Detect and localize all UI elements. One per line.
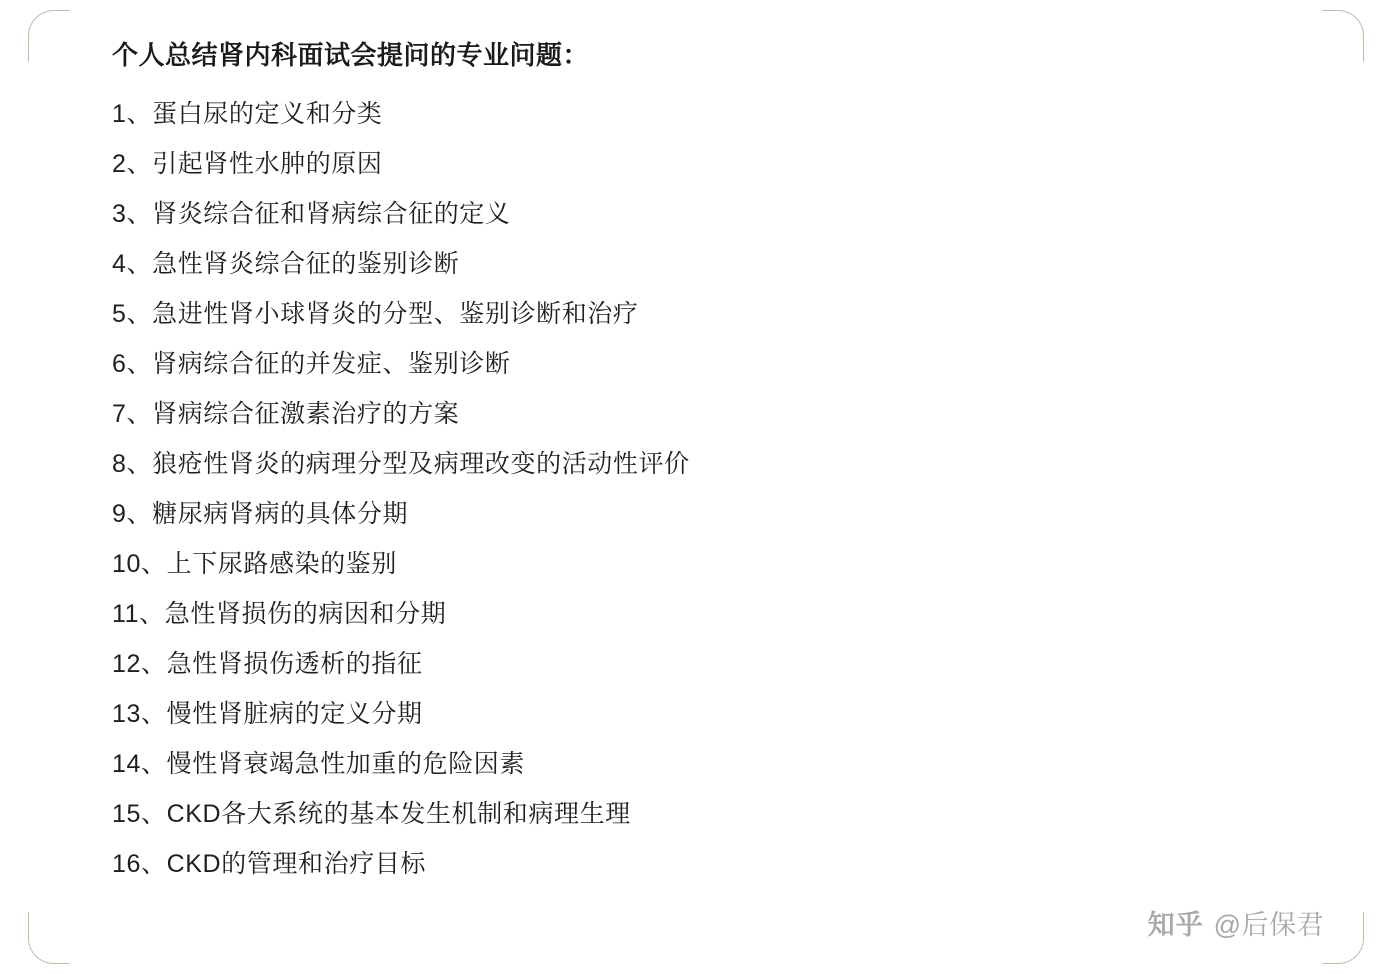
document-content: [112, 36, 1302, 889]
list-item: 12、急性肾损伤透析的指征: [112, 650, 423, 678]
watermark-username: @后保君: [1213, 910, 1324, 940]
list-item: 8、狼疮性肾炎的病理分型及病理改变的活动性评价: [112, 450, 690, 478]
list-item: 14、慢性肾衰竭急性加重的危险因素: [112, 750, 526, 778]
list-item: 13、慢性肾脏病的定义分期: [112, 700, 423, 728]
watermark: [1148, 903, 1324, 942]
list-item: 3、肾炎综合征和肾病综合征的定义: [112, 200, 511, 228]
question-list: [112, 89, 1302, 889]
list-item: 4、急性肾炎综合征的鉴别诊断: [112, 250, 460, 278]
list-item: 11、急性肾损伤的病因和分期: [112, 600, 447, 628]
list-item: 6、肾病综合征的并发症、鉴别诊断: [112, 350, 511, 378]
list-item: 1、蛋白尿的定义和分类: [112, 100, 383, 128]
list-item: 10、上下尿路感染的鉴别: [112, 550, 398, 578]
page-title: 个人总结肾内科面试会提问的专业问题：: [112, 40, 590, 70]
frame-mask-right: [1352, 62, 1374, 912]
frame-mask-left: [18, 62, 40, 912]
list-item: 7、肾病综合征激素治疗的方案: [112, 400, 460, 428]
list-item: 2、引起肾性水肿的原因: [112, 150, 383, 178]
frame-mask-top: [70, 0, 1322, 22]
list-item: 16、CKD的管理和治疗目标: [112, 850, 426, 878]
frame-mask-bottom: [70, 952, 1322, 974]
list-item: 15、CKD各大系统的基本发生机制和病理生理: [112, 800, 631, 828]
list-item: 9、糖尿病肾病的具体分期: [112, 500, 409, 528]
list-item: 5、急进性肾小球肾炎的分型、鉴别诊断和治疗: [112, 300, 639, 328]
zhihu-logo: 知乎: [1147, 910, 1204, 940]
